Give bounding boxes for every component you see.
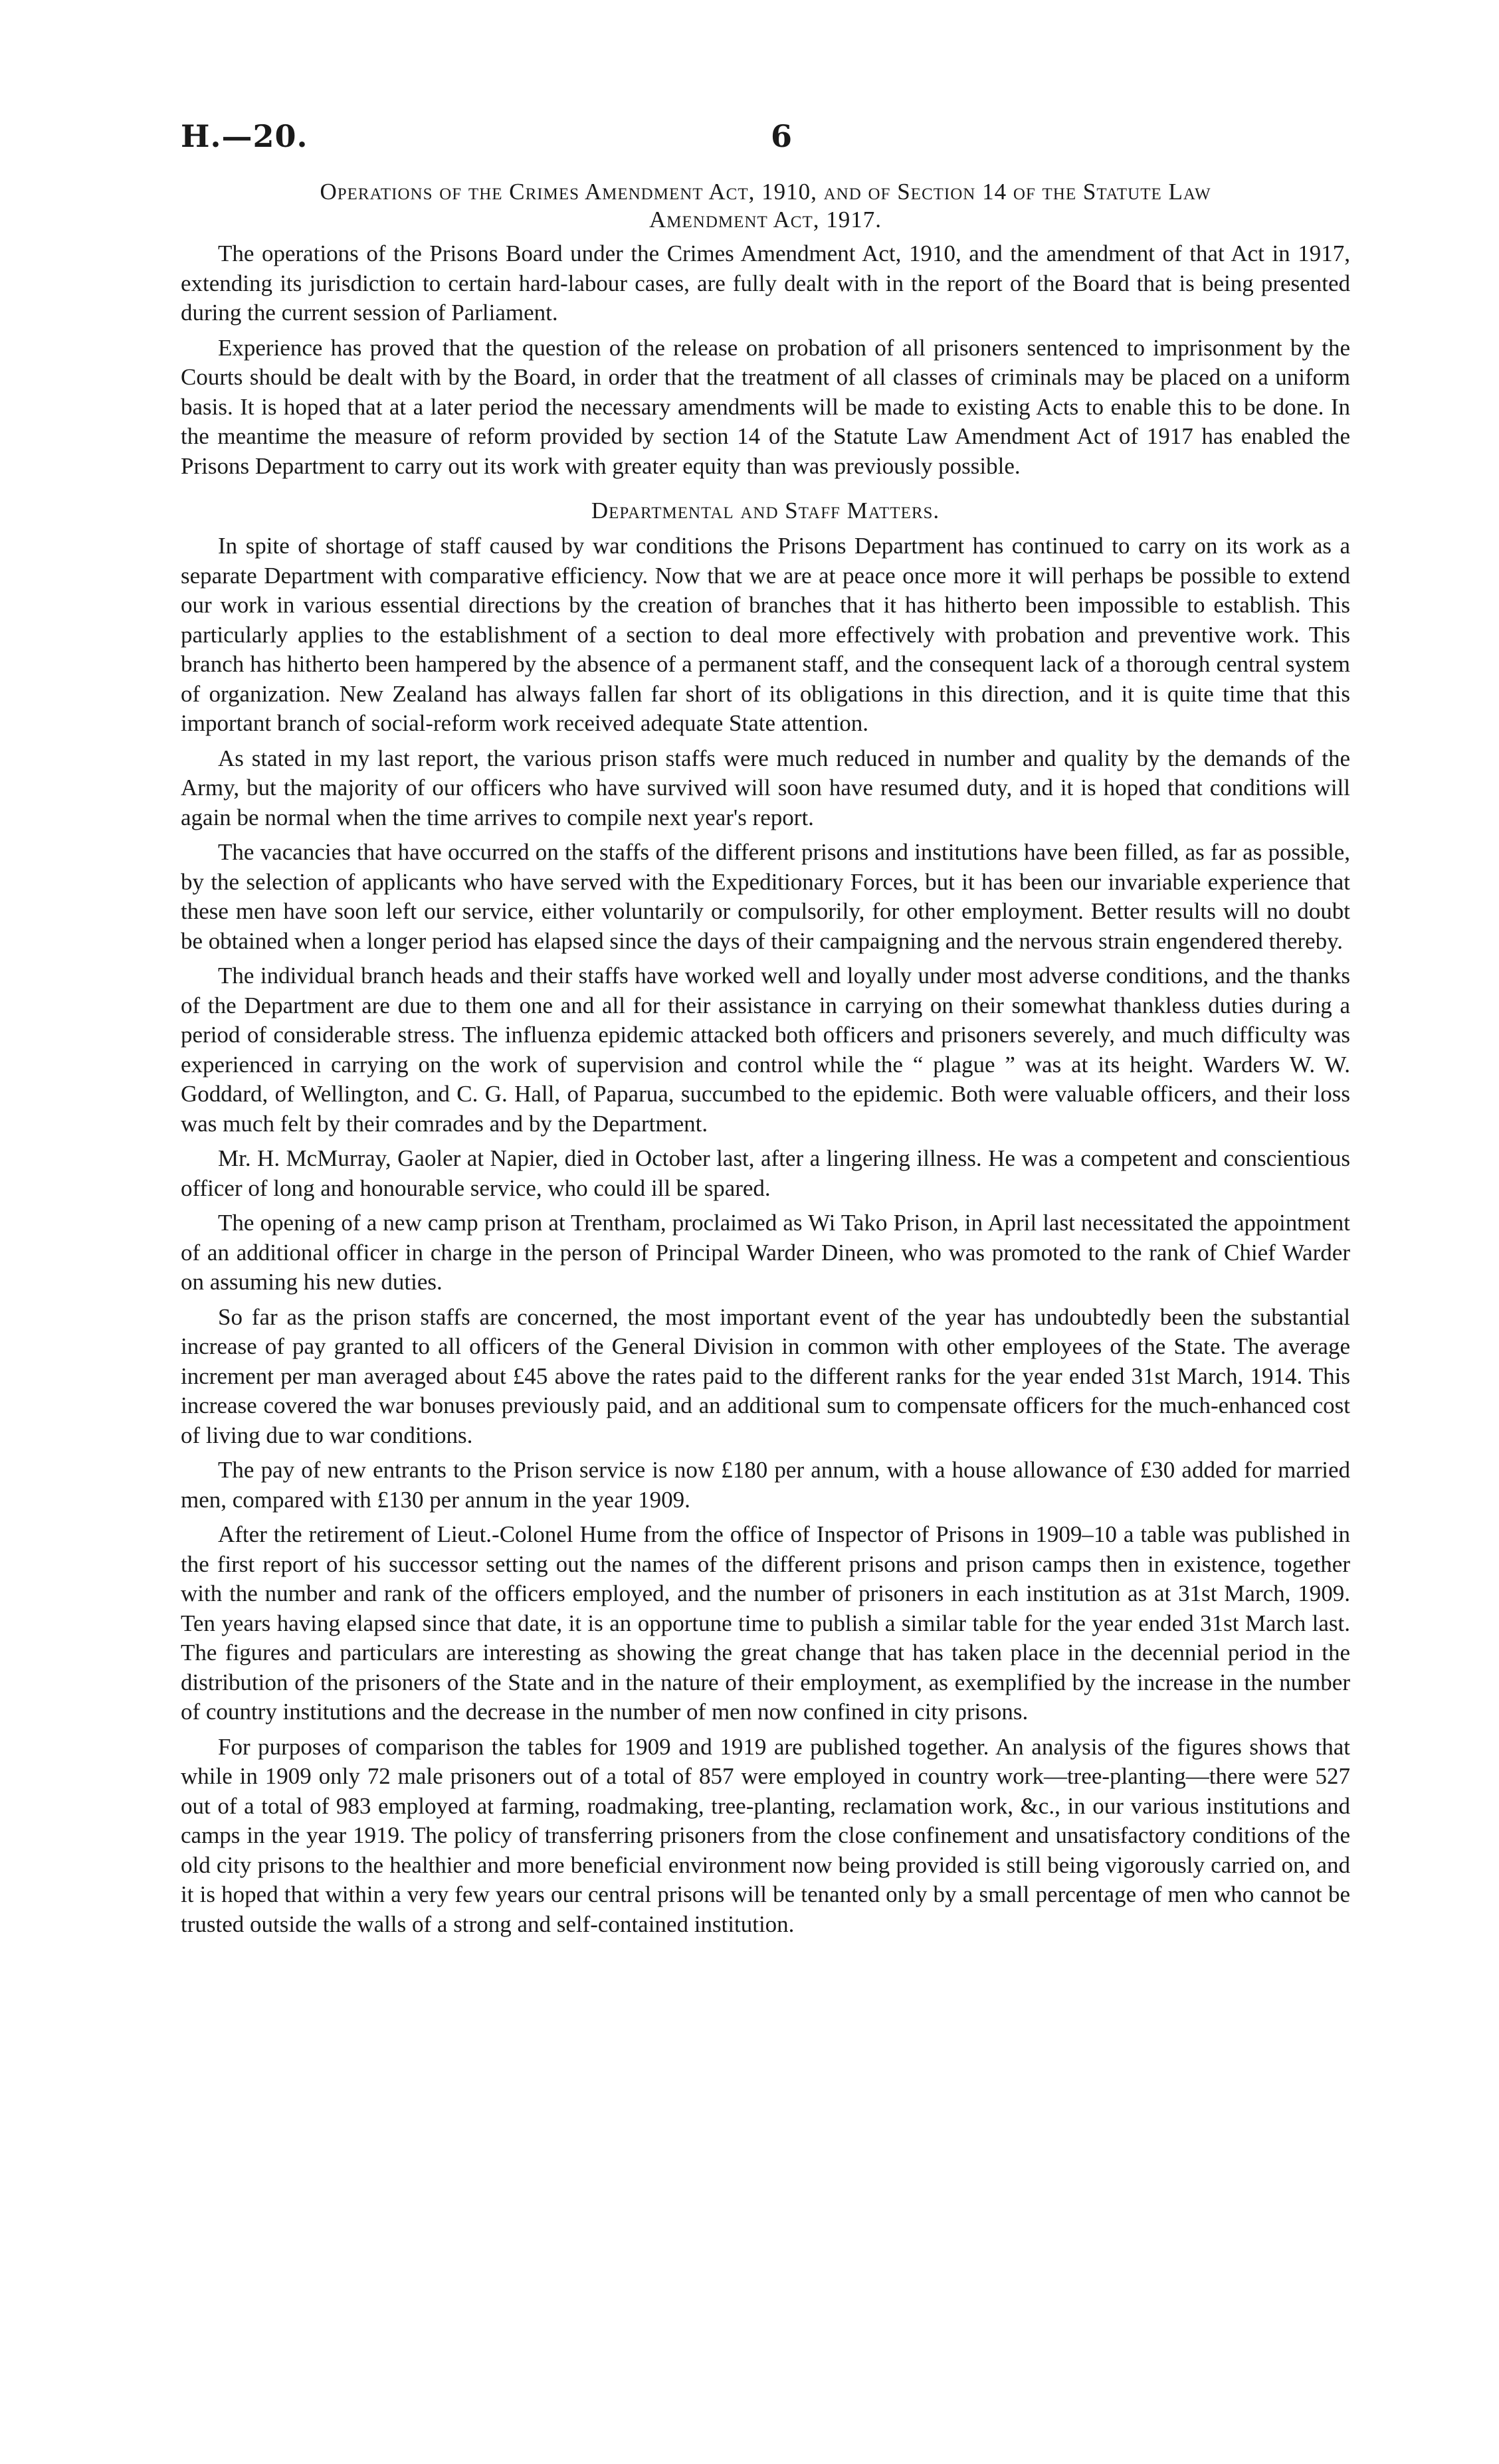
document-body [181, 178, 1350, 1944]
paragraph: The pay of new entrants to the Prison service is now £180 per annum, with a house allowance of £30 added for married men, compared with £130 per annum in the year 1909. [181, 1457, 1350, 1513]
paragraph: Experience has proved that the question of the release on probation of all prisoners sentenced to imprisonment by the Courts should be dealt with by the Board, in order that the treatment of all classes of criminals may be placed on a uniform basis. It is hoped that at a later period the necessary amendments will be made to existing Acts to enable this to be done. In the meantime the measure of reform provided by section 14 of the Statute Law Amendment Act of 1917 has enabled the Prisons Department to carry out its work with greater equity than was previously possible. [181, 334, 1350, 479]
paragraph: In spite of shortage of staff caused by war conditions the Prisons Department has continued to carry on its work as a separate Department with comparative efficiency. Now that we are at peace once more it will perhaps be possible to extend our work in various essential directions by the creation of branches that it has hitherto been impossible to establish. This particularly applies to the establishment of a section to deal more effectively with probation and preventive work. This branch has hitherto been hampered by the absence of a permanent staff, and the consequent lack of a thorough central system of organization. New Zealand has always fallen far short of its obligations in this direction, and it is quite time that this important branch of social-reform work received adequate State attention. [181, 533, 1350, 736]
document-reference: H.—20. [181, 118, 308, 154]
paragraph: The individual branch heads and their staffs have worked well and loyally under most adverse conditions, and the thanks of the Department are due to them one and all for their assistance in carrying on their somewhat thankless duties during a period of considerable stress. The influenza epidemic attacked both officers and prisoners severely, and much difficulty was experienced in carrying on the work of supervision and control while the “ plague ” was at its height. Warders W. W. Goddard, of Wellington, and C. G. Hall, of Paparua, succumbed to the epidemic. Both were valuable officers, and their loss was much felt by their comrades and by the Department. [181, 963, 1350, 1137]
paragraph: The vacancies that have occurred on the staffs of the different prisons and institutions have been filled, as far as possible, by the selection of applicants who have served with the Expeditionary Forces, but it has been our invariable experience that these men have soon left our service, either voluntarily or compulsorily, for other employment. Better results will no doubt be obtained when a longer period has elapsed since the days of their campaigning and the nervous strain engendered thereby. [181, 839, 1350, 954]
page-number: 6 [771, 118, 793, 154]
paragraph: The operations of the Prisons Board under the Crimes Amendment Act, 1910, and the amendment of that Act in 1917, extending its jurisdiction to certain hard-labour cases, are fully dealt with in the report of the Board that is being presented during the current session of Parliament. [181, 240, 1350, 326]
section-title-departmental-staff: Departmental and Staff Matters. [591, 498, 940, 523]
section-title-line-1: Operations of the Crimes Amendment Act, 1910, and of Section 14 of the Statute Law [320, 179, 1211, 205]
paragraph: As stated in my last report, the various prison staffs were much reduced in number and quality by the demands of the Army, but the majority of our officers who have survived will soon have resumed duty, and it is hoped that conditions will again be normal when the time arrives to compile next year's report. [181, 745, 1350, 830]
section-title-crimes-amendment [181, 178, 1350, 234]
paragraph: For purposes of comparison the tables for 1909 and 1919 are published together. An analysis of the figures shows that while in 1909 only 72 male prisoners out of a total of 857 were employed in country work—tree-planting—there were 527 out of a total of 983 employed at farming, roadmaking, tree-planting, reclamation work, &c., in our various institutions and camps in the year 1919. The policy of transferring prisoners from the close confinement and unsatisfactory conditions of the old city prisons to the healthier and more beneficial environment now being provided is still being vigorously carried on, and it is hoped that within a very few years our central prisons will be tenanted only by a small percentage of men who cannot be trusted outside the walls of a strong and self-contained institution. [181, 1733, 1350, 1937]
section-title-line-2: Amendment Act, 1917. [649, 207, 882, 233]
paragraph: So far as the prison staffs are concerned, the most important event of the year has undoubtedly been the substantial increase of pay granted to all officers of the General Division in common with other employees of the State. The average increment per man averaged about £45 above the rates paid to the different ranks for the year ended 31st March, 1914. This increase covered the war bonuses previously paid, and an additional sum to compensate officers for the much-enhanced cost of living due to war conditions. [181, 1303, 1350, 1448]
paragraph: The opening of a new camp prison at Trentham, proclaimed as Wi Tako Prison, in April last necessitated the appointment of an additional officer in charge in the person of Principal Warder Dineen, who was promoted to the rank of Chief Warder on assuming his new duties. [181, 1210, 1350, 1295]
paragraph: Mr. H. McMurray, Gaoler at Napier, died in October last, after a lingering illness. He was a competent and conscientious officer of long and honourable service, who could ill be spared. [181, 1145, 1350, 1201]
page-header [181, 118, 1330, 165]
paragraph: After the retirement of Lieut.-Colonel Hume from the office of Inspector of Prisons in 1909–10 a table was published in the first report of his successor setting out the names of the different prisons and prison camps then in existence, together with the number and rank of the officers employed, and the number of prisoners in each institution as at 31st March, 1909. Ten years having elapsed since that date, it is an opportune time to publish a similar table for the year ended 31st March last. The figures and particulars are interesting as showing the great change that has taken place in the decennial period in the distribution of the prisoners of the State and in the nature of their employment, as exemplified by the increase in the number of country institutions and the decrease in the number of men now confined in city prisons. [181, 1521, 1350, 1725]
